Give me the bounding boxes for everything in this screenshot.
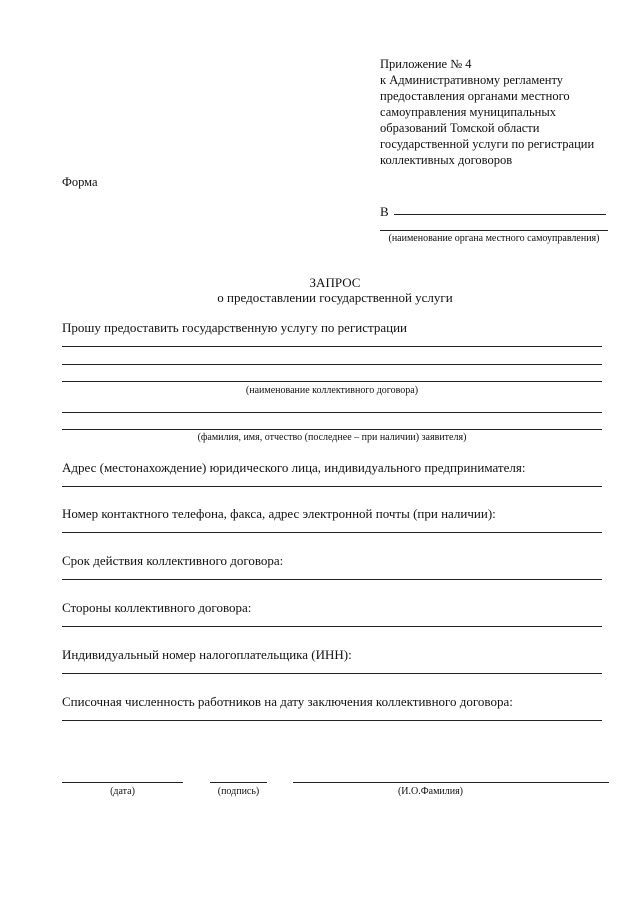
field-address-line[interactable] — [62, 486, 602, 487]
field-term-label: Срок действия коллективного договора: — [62, 553, 284, 568]
appendix-line: государственной услуги по регистрации — [380, 137, 595, 151]
appendix-line: образований Томской области — [380, 121, 540, 135]
addressee-line-2[interactable] — [380, 230, 608, 231]
document-subtitle: о предоставлении государственной услуги — [217, 290, 453, 305]
field-headcount-line[interactable] — [62, 720, 602, 721]
request-text: Прошу предоставить государственную услугу по регистрации — [62, 320, 407, 335]
applicant-caption: (фамилия, имя, отчество (последнее – при наличии) заявителя) — [197, 432, 467, 443]
agreement-line-3[interactable] — [62, 381, 602, 382]
field-contact-line[interactable] — [62, 532, 602, 533]
appendix-line: Приложение № 4 — [380, 57, 472, 71]
document-title: ЗАПРОС — [309, 275, 361, 290]
field-parties-line[interactable] — [62, 626, 602, 627]
addressee-caption: (наименование органа местного самоуправления) — [388, 233, 600, 244]
applicant-line-2[interactable] — [62, 429, 602, 430]
field-parties-label: Стороны коллективного договора: — [62, 600, 252, 615]
field-headcount-label: Списочная численность работников на дату заключения коллективного договора: — [62, 694, 513, 709]
date-caption: (дата) — [110, 786, 135, 797]
agreement-caption: (наименование коллективного договора) — [245, 385, 419, 396]
addressee-prefix: В — [380, 204, 389, 219]
appendix-line: коллективных договоров — [380, 153, 513, 167]
signature-line[interactable] — [210, 782, 267, 783]
field-contact-label: Номер контактного телефона, факса, адрес электронной почты (при наличии): — [62, 506, 496, 521]
field-address-label: Адрес (местонахождение) юридического лица, индивидуального предпринимателя: — [62, 460, 526, 475]
agreement-line-1[interactable] — [62, 346, 602, 347]
name-caption: (И.О.Фамилия) — [397, 786, 464, 797]
appendix-line: предоставления органами местного — [380, 89, 570, 103]
field-term-line[interactable] — [62, 579, 602, 580]
appendix-header — [380, 56, 630, 168]
field-inn-line[interactable] — [62, 673, 602, 674]
appendix-line: самоуправления муниципальных — [380, 105, 556, 119]
appendix-line: к Административному регламенту — [380, 73, 564, 87]
signature-caption: (подпись) — [217, 786, 260, 797]
field-inn-label: Индивидуальный номер налогоплательщика (ИНН): — [62, 647, 352, 662]
addressee-line-1[interactable] — [394, 214, 606, 215]
applicant-line-1[interactable] — [62, 412, 602, 413]
form-label: Форма — [62, 175, 98, 189]
date-line[interactable] — [62, 782, 183, 783]
agreement-line-2[interactable] — [62, 364, 602, 365]
name-line[interactable] — [293, 782, 609, 783]
